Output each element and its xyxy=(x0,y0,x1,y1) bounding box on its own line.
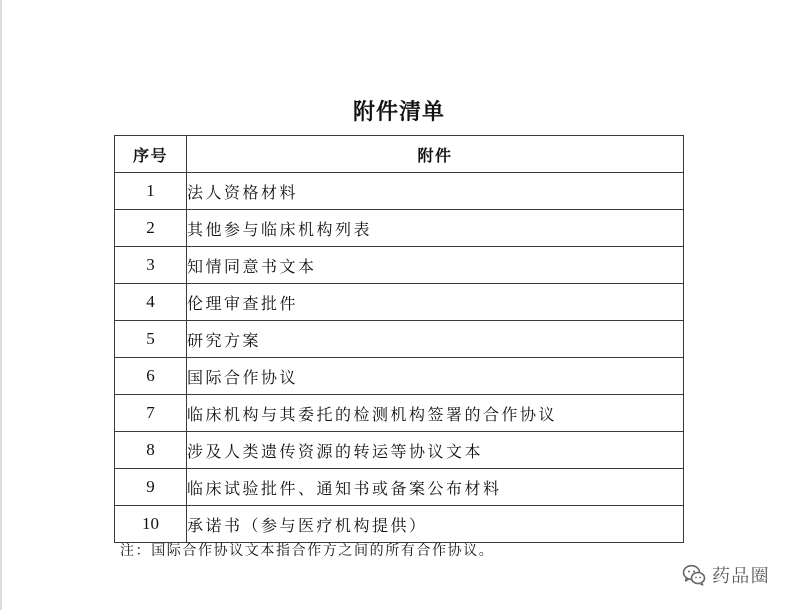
table-header-row xyxy=(115,136,684,173)
row-index: 4 xyxy=(115,284,187,321)
table-row xyxy=(115,210,684,247)
table-row xyxy=(115,506,684,543)
header-item: 附件 xyxy=(187,136,684,173)
table-row xyxy=(115,321,684,358)
row-item: 临床试验批件、通知书或备案公布材料 xyxy=(187,469,684,506)
wechat-icon xyxy=(682,564,706,590)
row-item: 知情同意书文本 xyxy=(187,247,684,284)
attachment-table xyxy=(114,135,684,543)
row-item: 其他参与临床机构列表 xyxy=(187,210,684,247)
document-title: 附件清单 xyxy=(352,100,445,125)
table-row xyxy=(115,469,684,506)
table-row xyxy=(115,395,684,432)
table-row xyxy=(115,284,684,321)
watermark xyxy=(682,565,770,589)
row-item: 法人资格材料 xyxy=(187,173,684,210)
table-note: 注：国际合作协议文本指合作方之间的所有合作协议。 xyxy=(120,543,495,559)
row-index: 7 xyxy=(115,395,187,432)
row-index: 6 xyxy=(115,358,187,395)
table-row xyxy=(115,432,684,469)
row-item: 伦理审查批件 xyxy=(187,284,684,321)
row-index: 1 xyxy=(115,173,187,210)
row-index: 2 xyxy=(115,210,187,247)
row-index: 8 xyxy=(115,432,187,469)
row-item: 研究方案 xyxy=(187,321,684,358)
table-row xyxy=(115,247,684,284)
row-index: 5 xyxy=(115,321,187,358)
row-index: 10 xyxy=(115,506,187,543)
row-item: 承诺书（参与医疗机构提供） xyxy=(187,506,684,543)
row-item: 临床机构与其委托的检测机构签署的合作协议 xyxy=(187,395,684,432)
header-index: 序号 xyxy=(115,136,187,173)
table-row xyxy=(115,358,684,395)
row-item: 涉及人类遗传资源的转运等协议文本 xyxy=(187,432,684,469)
row-index: 9 xyxy=(115,469,187,506)
table-row xyxy=(115,173,684,210)
watermark-text: 药品圈 xyxy=(712,566,770,587)
row-index: 3 xyxy=(115,247,187,284)
page-edge xyxy=(0,0,2,610)
row-item: 国际合作协议 xyxy=(187,358,684,395)
